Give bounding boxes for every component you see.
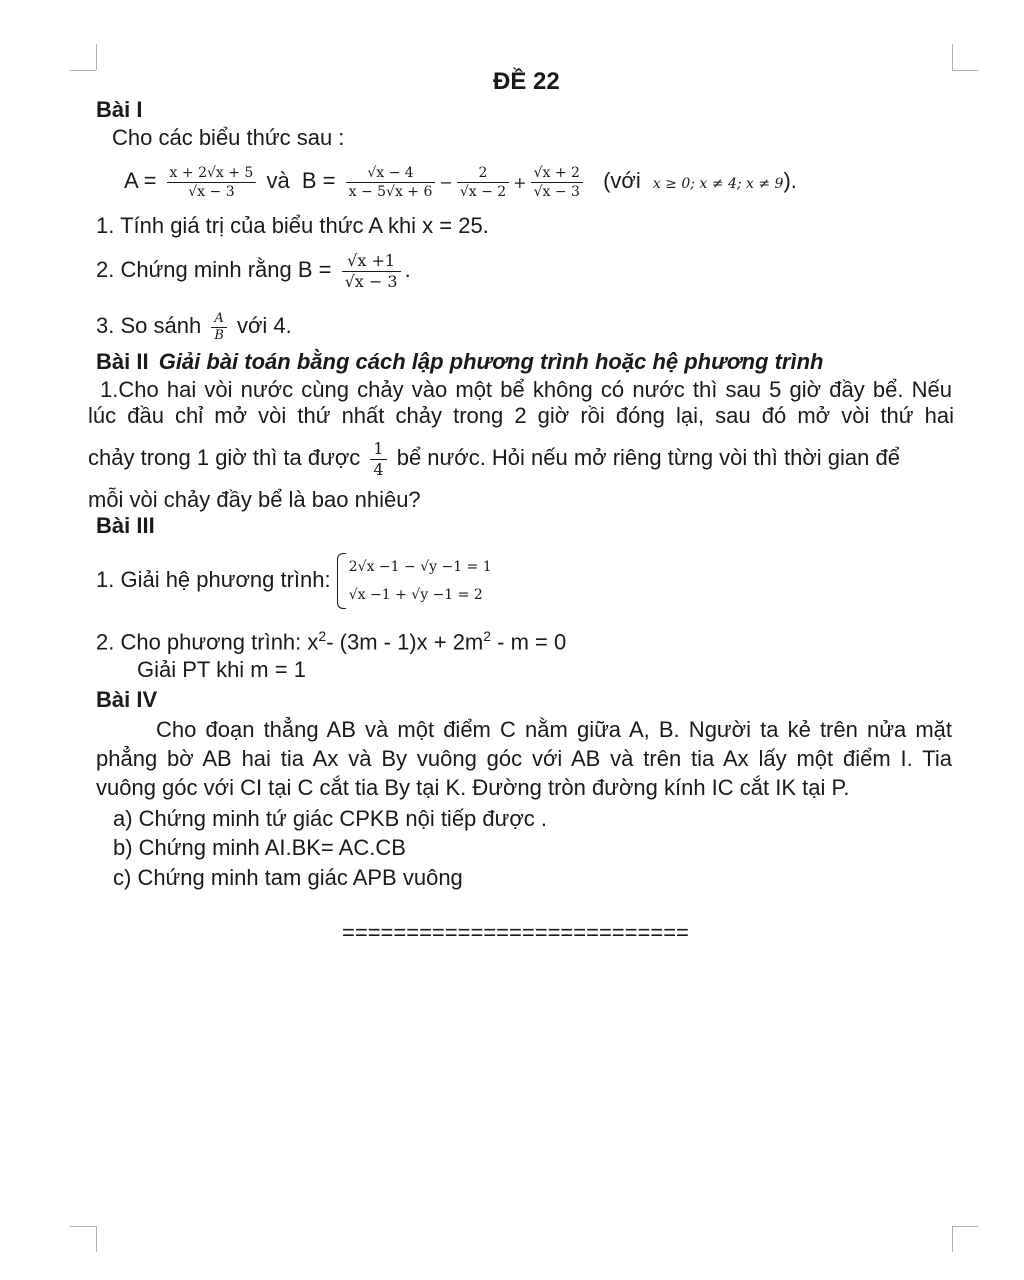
expr-a-label: A = xyxy=(124,168,157,193)
q3-numerator: A xyxy=(214,310,224,326)
q2-exponent-1: 2 xyxy=(318,628,327,644)
section-4-line-2: phẳng bờ AB hai tia Ax và By vuông góc với AB và trên tia Ax lấy một điểm I. Tia xyxy=(96,746,952,771)
condition-text: x ≥ 0; x ≠ 4; x ≠ 9 xyxy=(652,176,784,192)
expr-a-fraction xyxy=(167,164,257,201)
q2-fraction xyxy=(342,251,401,292)
section-2-heading: Bài II xyxy=(96,349,149,374)
section-3-question-1 xyxy=(96,552,492,609)
expr-b-term2-denominator: √x − 2 xyxy=(457,182,509,201)
system-equation-1: 2√x −1 − √y −1 = 1 xyxy=(348,559,492,576)
q3-text: 3. So sánh xyxy=(96,313,202,338)
condition-open: (với xyxy=(603,168,641,193)
section-4-line-1: Cho đoạn thẳng AB và một điểm C nằm giữa A, B. Người ta kẻ trên nửa mặt xyxy=(156,717,952,742)
section-1-question-2 xyxy=(96,248,411,292)
equation-system xyxy=(337,553,492,609)
section-3-heading: Bài III xyxy=(96,513,155,538)
section-1-question-1: 1. Tính giá trị của biểu thức A khi x = 25. xyxy=(96,213,489,238)
q2-exponent-2: 2 xyxy=(483,628,492,644)
section-2-line-3b: bể nước. Hỏi nếu mở riêng từng vòi thì thời gian để xyxy=(396,445,900,470)
end-separator: =========================== xyxy=(342,920,689,945)
quarter-numerator: 1 xyxy=(373,438,384,458)
expr-b-term1 xyxy=(346,164,436,201)
section-1-heading: Bài I xyxy=(96,97,143,122)
quarter-fraction xyxy=(370,439,386,480)
and-word: và xyxy=(266,168,290,193)
condition-close: ). xyxy=(783,168,797,193)
section-1-question-3 xyxy=(96,306,292,346)
expr-b-term1-numerator: √x − 4 xyxy=(367,164,414,181)
operator-plus: + xyxy=(513,173,527,192)
expr-b-term3-denominator: √x − 3 xyxy=(531,182,583,201)
expr-b-term1-denominator: x − 5√x + 6 xyxy=(346,182,436,201)
expr-a-numerator: x + 2√x + 5 xyxy=(169,164,254,181)
exam-title: ĐỀ 22 xyxy=(493,68,560,95)
expr-b-term2 xyxy=(457,164,509,201)
section-1-intro: Cho các biểu thức sau : xyxy=(112,125,345,150)
q2-denominator: √x − 3 xyxy=(342,271,401,292)
expr-b-term2-numerator: 2 xyxy=(478,164,488,181)
section-4-line-3: vuông góc với CI tại C cắt tia By tại K. Đường tròn đường kính IC cắt IK tại P. xyxy=(96,775,850,800)
system-brace xyxy=(337,553,346,609)
q2-part-a: 2. Cho phương trình: x xyxy=(96,629,319,655)
q2-part-b: - (3m - 1)x + 2m xyxy=(326,629,484,655)
section-4-part-b: b) Chứng minh AI.BK= AC.CB xyxy=(113,835,406,860)
expr-b-term3 xyxy=(531,164,583,201)
section-4-part-a: a) Chứng minh tứ giác CPKB nội tiếp được . xyxy=(113,806,548,831)
system-equation-2: √x −1 + √y −1 = 2 xyxy=(348,587,483,604)
expressions-line xyxy=(124,159,797,206)
q2-numerator: √x +1 xyxy=(347,250,396,270)
expr-a-denominator: √x − 3 xyxy=(167,182,257,201)
operator-minus: − xyxy=(439,173,453,192)
section-2-line-1: 1.Cho hai vòi nước cùng chảy vào một bể không có nước thì sau 5 giờ đầy bể. Nếu xyxy=(100,377,952,402)
section-4-part-c: c) Chứng minh tam giác APB vuông xyxy=(113,865,463,890)
section-2-subtitle: Giải bài toán bằng cách lập phương trình hoặc hệ phương trình xyxy=(158,349,824,374)
section-3-question-2-sub: Giải PT khi m = 1 xyxy=(137,657,306,682)
expr-b-label: B = xyxy=(301,168,336,193)
expr-b-term3-numerator: √x + 2 xyxy=(533,164,580,181)
section-3-question-2 xyxy=(96,622,566,656)
section-2-line-3a: chảy trong 1 giờ thì ta được xyxy=(88,445,361,470)
section-4-heading: Bài IV xyxy=(96,687,158,712)
q3-fraction xyxy=(211,311,227,344)
q2-part-c: - m = 0 xyxy=(491,629,567,655)
section-2-line-2: lúc đầu chỉ mở vòi thứ nhất chảy trong 2 giờ rồi đóng lại, sau đó mở vòi thứ hai xyxy=(88,403,954,428)
sys-text: 1. Giải hệ phương trình: xyxy=(96,567,331,592)
q2-end: . xyxy=(404,257,411,282)
section-2-line-4: mỗi vòi chảy đầy bể là bao nhiêu? xyxy=(88,487,421,512)
quarter-denominator: 4 xyxy=(370,459,386,480)
q2-text: 2. Chứng minh rằng B = xyxy=(96,257,332,282)
section-2-heading-line xyxy=(96,348,823,376)
section-2-line-3 xyxy=(88,436,900,480)
q3-end: với 4. xyxy=(237,313,292,338)
q3-denominator: B xyxy=(211,327,227,344)
